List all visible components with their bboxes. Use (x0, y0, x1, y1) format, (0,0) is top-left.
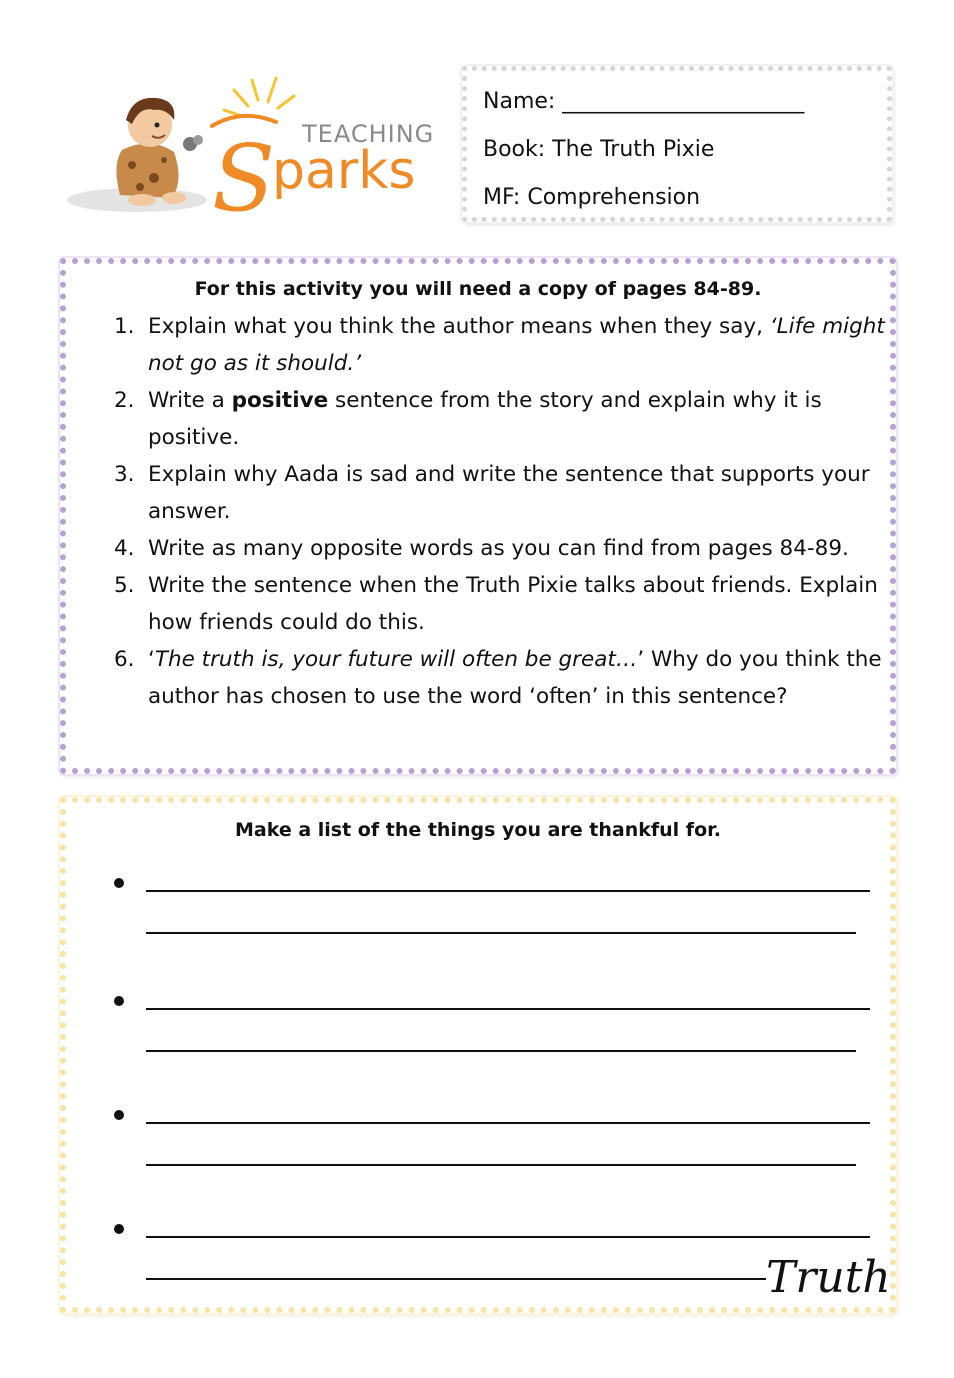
thankful-heading: Make a list of the things you are thankful for. (234, 819, 722, 841)
write-line[interactable] (146, 1236, 870, 1238)
logo-s-letter: S (212, 125, 276, 230)
student-info-box (462, 66, 892, 222)
write-line[interactable] (146, 1164, 856, 1166)
question-item (108, 456, 888, 530)
question-number: 5. (114, 573, 135, 598)
question-number: 1. (114, 314, 135, 339)
write-line[interactable] (146, 1050, 856, 1052)
list-bullet (114, 996, 124, 1006)
write-line[interactable] (146, 1008, 870, 1010)
logo-teaching-word: TEACHING (302, 120, 435, 148)
question-number: 6. (114, 647, 135, 672)
question-text: ‘The truth is, your future will often be great…’ Why do you think the author has chosen to use the word ‘often’ in this sentence? (148, 647, 882, 709)
logo-graphic (62, 70, 452, 230)
question-item (108, 308, 888, 382)
teaching-sparks-logo (62, 70, 452, 230)
question-item (108, 567, 888, 641)
write-line[interactable] (146, 1122, 870, 1124)
logo-parks-word: parks (272, 141, 416, 201)
mf-label: MF: Comprehension (483, 185, 701, 210)
write-line[interactable] (146, 932, 856, 934)
question-number: 3. (114, 462, 135, 487)
question-item (108, 641, 888, 715)
question-number: 4. (114, 536, 135, 561)
question-number: 2. (114, 388, 135, 413)
write-line[interactable] (146, 1278, 766, 1280)
list-bullet (114, 1110, 124, 1120)
activity-heading: For this activity you will need a copy of pages 84-89. (194, 278, 762, 300)
question-text: Explain why Aada is sad and write the sentence that supports your answer. (148, 462, 870, 524)
question-text: Write as many opposite words as you can find from pages 84-89. (148, 536, 849, 561)
question-list (108, 308, 888, 715)
question-item (108, 382, 888, 456)
truth-script-title: Truth (766, 1252, 891, 1303)
name-field-label[interactable]: Name: ______________________ (483, 89, 805, 114)
question-text: Write a positive sentence from the story and explain why it is positive. (148, 388, 822, 450)
list-bullet (114, 1224, 124, 1234)
activity-questions-box (60, 258, 896, 774)
thankful-list-box (60, 797, 896, 1313)
question-text: Write the sentence when the Truth Pixie talks about friends. Explain how friends could do this. (148, 573, 878, 635)
write-line[interactable] (146, 890, 870, 892)
question-text: Explain what you think the author means when they say, ‘Life might not go as it should.’ (148, 314, 885, 376)
question-item (108, 530, 888, 567)
book-label: Book: The Truth Pixie (483, 137, 715, 162)
list-bullet (114, 878, 124, 888)
